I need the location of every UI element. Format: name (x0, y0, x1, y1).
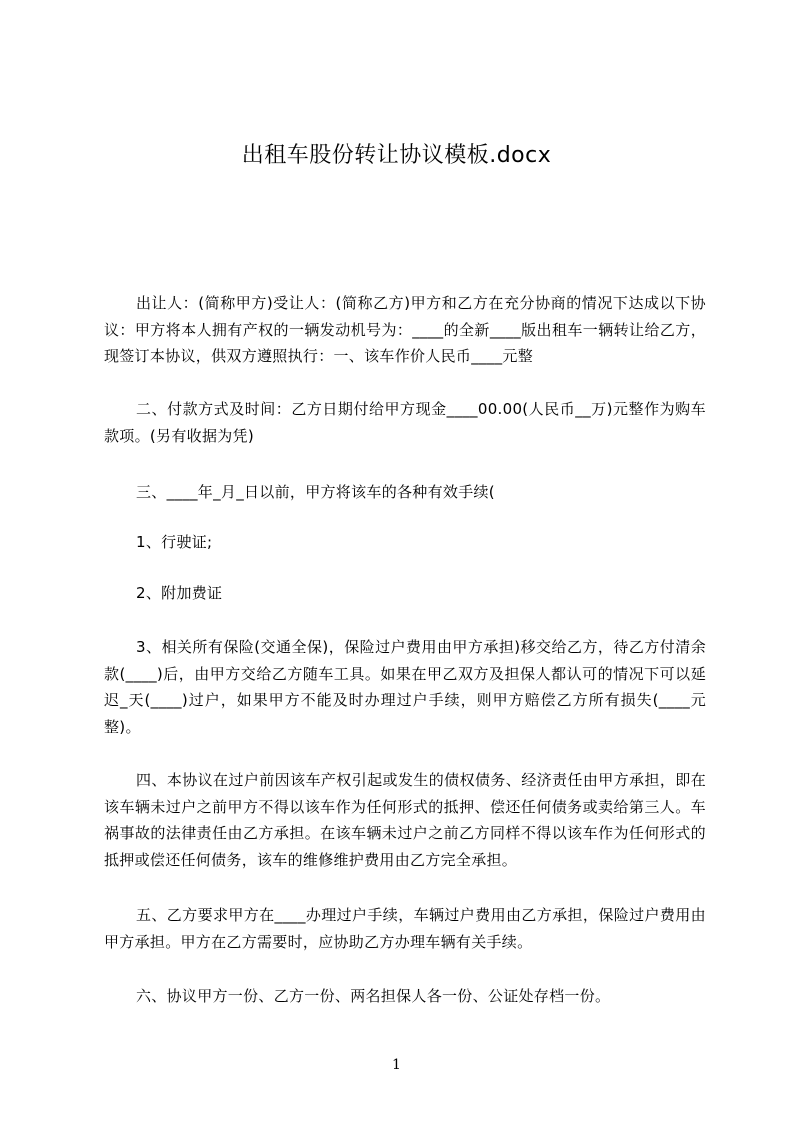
paragraph-procedures: 三、____年_月_日以前，甲方将该车的各种有效手续( (136, 483, 495, 501)
paragraph-liability: 四、本协议在过户前因该车产权引起或发生的债权债务、经济责任由甲方承担，即在该车辆未过户之前甲方不得以该车作为任何形式的抵押、偿还任何债务或卖给第三人。车祸事故的法律责任由乙方承担。在该车辆未过户之前乙方同样不得以该车作为任何形式的抵押或偿还任何债务，该车的维修维护费用由乙方完全承担。 (104, 771, 706, 869)
paragraph-item-license: 1、行驶证; (136, 533, 213, 551)
paragraph-transfer: 五、乙方要求甲方在____办理过户手续，车辆过户费用由乙方承担，保险过户费用由甲方承担。甲方在乙方需要时，应协助乙方办理车辆有关手续。 (104, 906, 706, 951)
page-number: 1 (392, 1057, 401, 1073)
paragraph-insurance: 3、相关所有保险(交通全保)，保险过户费用由甲方承担)移交给乙方，待乙方付清余款(____)后，由甲方交给乙方随车工具。如果在甲乙双方及担保人都认可的情况下可以延迟_天(____)过户，如果甲方不能及时办理过户手续，则甲方赔偿乙方所有损失(____元整)。 (104, 638, 706, 736)
paragraph-intro: 出让人：(简称甲方)受让人：(简称乙方)甲方和乙方在充分协商的情况下达成以下协议：甲方将本人拥有产权的一辆发动机号为：____的全新____版出租车一辆转让给乙方，现签订本协议，供双方遵照执行：一、该车作价人民币____元整 (104, 294, 706, 365)
paragraph-copies: 六、协议甲方一份、乙方一份、两名担保人各一份、公证处存档一份。 (136, 987, 611, 1005)
paragraph-item-fee-cert: 2、附加费证 (136, 584, 223, 602)
document-title: 出租车股份转让协议模板.docx (241, 143, 552, 168)
paragraph-payment: 二、付款方式及时间：乙方日期付给甲方现金____00.00(人民币__万)元整作为购车款项。(另有收据为凭) (104, 400, 706, 445)
